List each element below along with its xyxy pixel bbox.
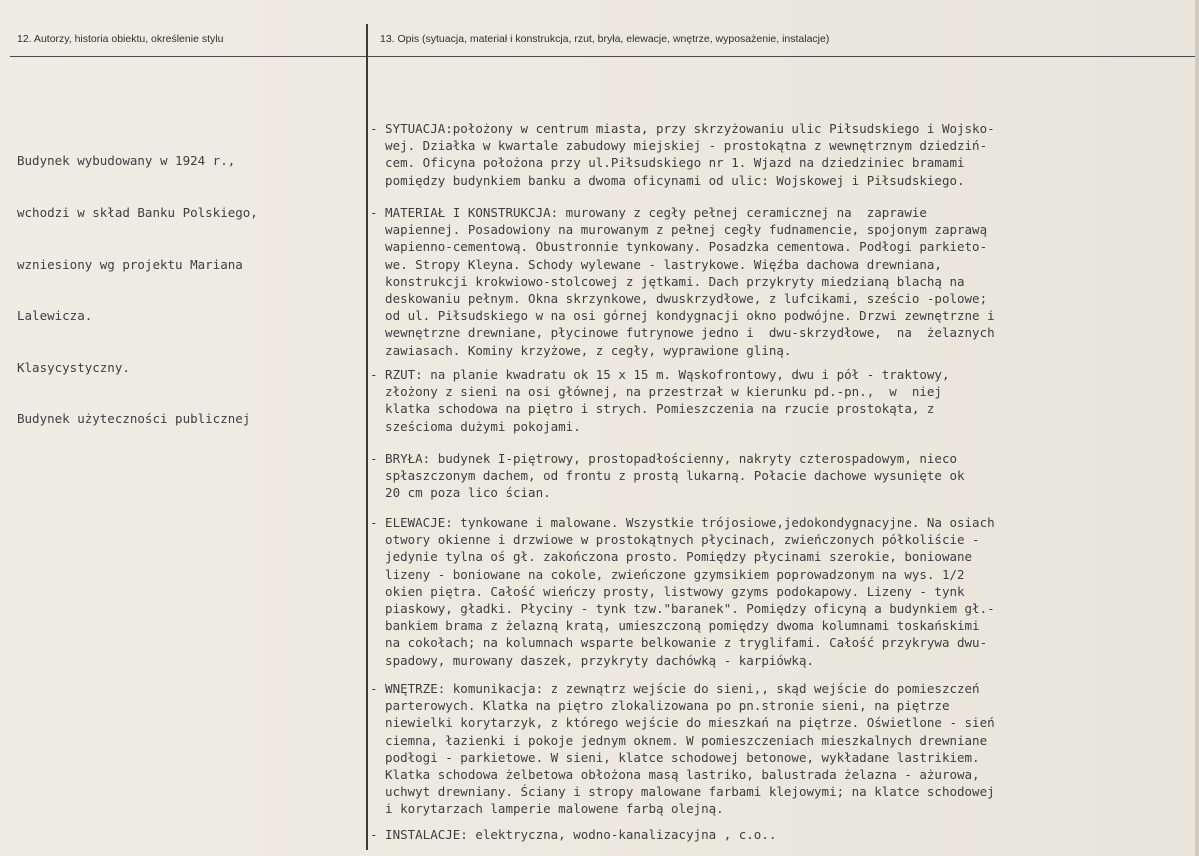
- text-line: na cokołach; na kolumnach wsparte belkowanie z tryglifami. Całość przykrywa dwu-: [370, 635, 988, 651]
- history-line: wzniesiony wg projektu Mariana: [17, 256, 243, 272]
- text-line: - ELEWACJE: tynkowane i malowane. Wszystkie trójosiowe,jedokondygnacyjne. Na osiach: [370, 515, 995, 530]
- text-line: podłogi - parkietowe. W sieni, klatce schodowej betonowe, wykładane lastrikiem.: [370, 749, 980, 765]
- text-line: niewielki korytarzyk, z którego wejście do mieszkań na piętrze. Oświetlone - sień: [370, 715, 995, 731]
- text-line: pomiędzy budynkiem banku a dwoma oficynami od ulic: Wojskowej i Piłsudskiego.: [370, 172, 965, 188]
- history-line: Klasycystyczny.: [17, 359, 130, 375]
- text-line: od ul. Piłsudskiego w na osi górnej kondygnacji okno podwójne. Drzwi zewnętrzne i: [370, 308, 995, 324]
- text-line: konstrukcji krokwiowo-stolcowej z jętkami. Dach przykryty miedzianą blachą na: [370, 273, 965, 289]
- history-line: wchodzi w skład Banku Polskiego,: [17, 205, 258, 221]
- text-line: cem. Oficyna położona przy ul.Piłsudskiego nr 1. Wjazd na dziedziniec bramami: [370, 155, 965, 171]
- text-line: wapienno-cementową. Obustronnie tynkowany. Posadzka cementowa. Podłogi parkieto-: [370, 239, 988, 255]
- header-rule: [10, 56, 1195, 57]
- history-line: Lalewicza.: [17, 308, 93, 324]
- text-line: Klatka schodowa żelbetowa obłożona masą lastriko, balustrada żelazna - ażurowa,: [370, 767, 980, 783]
- section-sytuacja: [370, 120, 1196, 189]
- text-line: otwory okienne i drzwiowe w prostokątnych płycinach, zwieńczonych półkoliście -: [370, 532, 980, 548]
- text-line: bankiem brama z żelazną kratą, umieszczoną pomiędzy dwoma kolumnami toskańskimi: [370, 618, 980, 634]
- text-line: parterowych. Klatka na piętro zlokalizowana po pn.stronie sieni, na piętrze: [370, 698, 950, 714]
- left-column-heading: 12. Autorzy, historia obiektu, określenie stylu: [17, 33, 224, 45]
- text-line: okien piętra. Całość wieńczy prosty, listwowy gzyms podokapowy. Lizeny - tynk: [370, 583, 965, 599]
- text-line: we. Stropy Kleyna. Schody wylewane - lastrykowe. Więźba dachowa drewniana,: [370, 256, 942, 272]
- section-rzut: [370, 366, 1196, 435]
- history-line: Budynek wybudowany w 1924 r.,: [17, 153, 236, 169]
- text-line: jedynie tylna oś gł. zakończona prosto. Pomiędzy płycinami szerokie, boniowane: [370, 549, 973, 565]
- text-line: sześcioma dużymi pokojami.: [370, 418, 581, 434]
- text-line: uchwyt drewniany. Ściany i stropy malowane farbami klejowymi; na klatce schodowej: [370, 784, 995, 800]
- history-text: [17, 118, 357, 462]
- text-line: - RZUT: na planie kwadratu ok 15 x 15 m. Wąskofrontowy, dwu i pół - traktowy,: [370, 367, 950, 382]
- text-line: spłaszczonym dachem, od frontu z prostą lukarną. Połacie dachowe wysunięte ok: [370, 468, 965, 484]
- section-material: [370, 204, 1196, 359]
- text-line: wewnętrzne drewniane, płycinowe futrynowe jedno i dwu-skrzydłowe, na żelaznych: [370, 325, 995, 341]
- text-line: - INSTALACJE: elektryczna, wodno-kanalizacyjna , c.o..: [370, 827, 777, 842]
- section-elewacje: [370, 514, 1196, 669]
- text-line: 20 cm poza lico ścian.: [370, 485, 551, 501]
- text-line: - MATERIAŁ I KONSTRUKCJA: murowany z cegły pełnej ceramicznej na zaprawie: [370, 205, 927, 220]
- text-line: - WNĘTRZE: komunikacja: z zewnątrz wejście do sieni,, skąd wejście do pomieszczeń: [370, 681, 980, 696]
- section-bryla: [370, 450, 1196, 502]
- text-line: ciemna, łazienki i pokoje jednym oknem. W pomieszczeniach mieszkalnych drewniane: [370, 732, 988, 748]
- text-line: lizeny - boniowane na cokole, zwieńczone gzymsikiem poprowadzonym na wys. 1/2: [370, 566, 965, 582]
- text-line: złożony z sieni na osi głównej, na przestrzał w kierunku pd.-pn., w niej: [370, 384, 942, 400]
- column-divider: [366, 24, 368, 850]
- right-column-heading: 13. Opis (sytuacja, materiał i konstrukcja, rzut, bryła, elewacje, wnętrze, wyposażenie, instalacje): [380, 33, 830, 45]
- text-line: spadowy, murowany daszek, przykryty dachówką - karpiówką.: [370, 652, 815, 668]
- text-line: - SYTUACJA:położony w centrum miasta, przy skrzyżowaniu ulic Piłsudskiego i Wojsko-: [370, 121, 995, 136]
- text-line: wapiennej. Posadowiony na murowanym z pełnej cegły fudnamencie, spojonym zaprawą: [370, 222, 988, 238]
- section-instalacje: [370, 826, 1196, 843]
- section-wnetrze: [370, 680, 1196, 818]
- history-line: Budynek użyteczności publicznej: [17, 411, 251, 427]
- page-edge-shadow: [1195, 0, 1199, 856]
- text-line: - BRYŁA: budynek I-piętrowy, prostopadłościenny, nakryty czterospadowym, nieco: [370, 451, 957, 466]
- text-line: zawiasach. Kominy krzyżowe, z cegły, wyprawione gliną.: [370, 342, 792, 358]
- text-line: i korytarzach lamperie malowene farbą olejną.: [370, 801, 724, 817]
- text-line: klatka schodowa na piętro i strych. Pomieszczenia na rzucie prostokąta, z: [370, 401, 935, 417]
- text-line: deskowaniu pełnym. Okna skrzynkowe, dwuskrzydłowe, z lufcikami, sześcio -polowe;: [370, 291, 988, 307]
- text-line: wej. Działka w kwartale zabudowy miejskiej - prostokątna z wewnętrznym dziedziń-: [370, 138, 988, 154]
- text-line: piaskowy, gładki. Płyciny - tynk tzw."baranek". Pomiędzy oficyną a budynkiem gł.-: [370, 601, 995, 617]
